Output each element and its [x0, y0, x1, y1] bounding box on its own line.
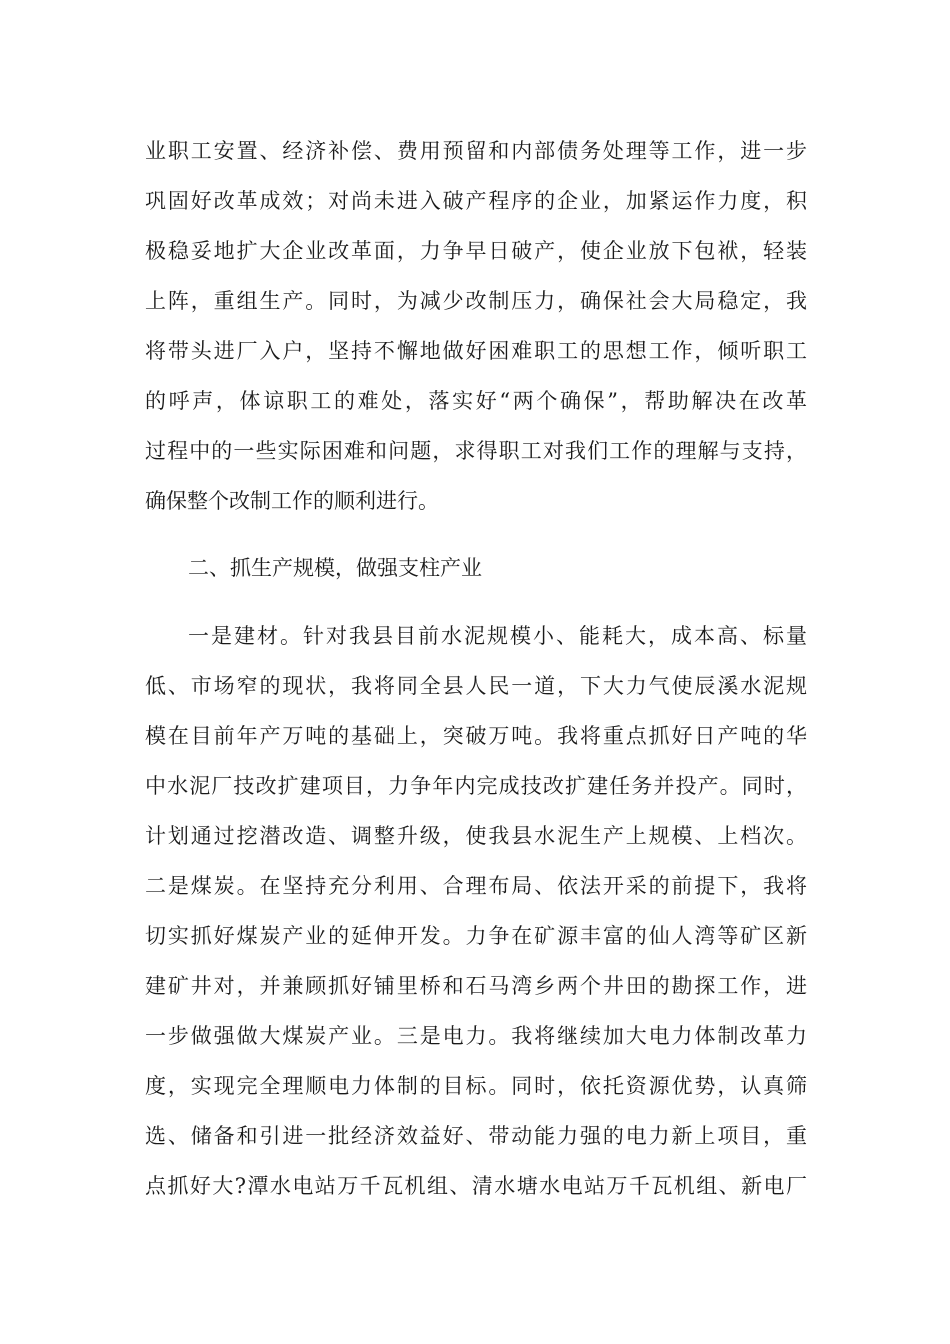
- text-line: 模在目前年产万吨的基础上，突破万吨。我将重点抓好日产吨的华: [145, 724, 807, 748]
- text-line: 建矿井对，并兼顾抓好铺里桥和石马湾乡两个井田的勘探工作，进: [145, 974, 807, 998]
- text-line: 的呼声，体谅职工的难处，落实好“两个确保”，帮助解决在改革: [145, 389, 807, 413]
- text-line: 一是建材。针对我县目前水泥规模小、能耗大，成本高、标量: [188, 624, 807, 648]
- text-line: 业职工安置、经济补偿、费用预留和内部债务处理等工作，进一步: [145, 139, 807, 163]
- text-line: 极稳妥地扩大企业改革面，力争早日破产，使企业放下包袱，轻装: [145, 239, 807, 263]
- text-line: 巩固好改革成效；对尚未进入破产程序的企业，加紧运作力度，积: [145, 189, 807, 213]
- text-line: 计划通过挖潜改造、调整升级，使我县水泥生产上规模、上档次。: [145, 824, 807, 848]
- text-line: 度，实现完全理顺电力体制的目标。同时，依托资源优势，认真筛: [145, 1074, 807, 1098]
- text-line: 一步做强做大煤炭产业。三是电力。我将继续加大电力体制改革力: [145, 1024, 807, 1048]
- text-line: 二是煤炭。在坚持充分利用、合理布局、依法开采的前提下，我将: [145, 874, 807, 898]
- text-line: 点抓好大?潭水电站万千瓦机组、清水塘水电站万千瓦机组、新电厂: [145, 1174, 807, 1198]
- text-line: 过程中的一些实际困难和问题，求得职工对我们工作的理解与支持，: [145, 439, 807, 463]
- text-line: 上阵，重组生产。同时，为减少改制压力，确保社会大局稳定，我: [145, 289, 807, 313]
- text-line: 将带头进厂入户，坚持不懈地做好困难职工的思想工作，倾听职工: [145, 339, 807, 363]
- text-line: 选、储备和引进一批经济效益好、带动能力强的电力新上项目，重: [145, 1124, 807, 1148]
- text-line: 确保整个改制工作的顺利进行。: [145, 489, 439, 513]
- section-heading: 二、抓生产规模，做强支柱产业: [188, 556, 482, 580]
- text-line: 低、市场窄的现状，我将同全县人民一道，下大力气使辰溪水泥规: [145, 674, 807, 698]
- text-line: 中水泥厂技改扩建项目，力争年内完成技改扩建任务并投产。同时，: [145, 774, 807, 798]
- text-line: 切实抓好煤炭产业的延伸开发。力争在矿源丰富的仙人湾等矿区新: [145, 924, 807, 948]
